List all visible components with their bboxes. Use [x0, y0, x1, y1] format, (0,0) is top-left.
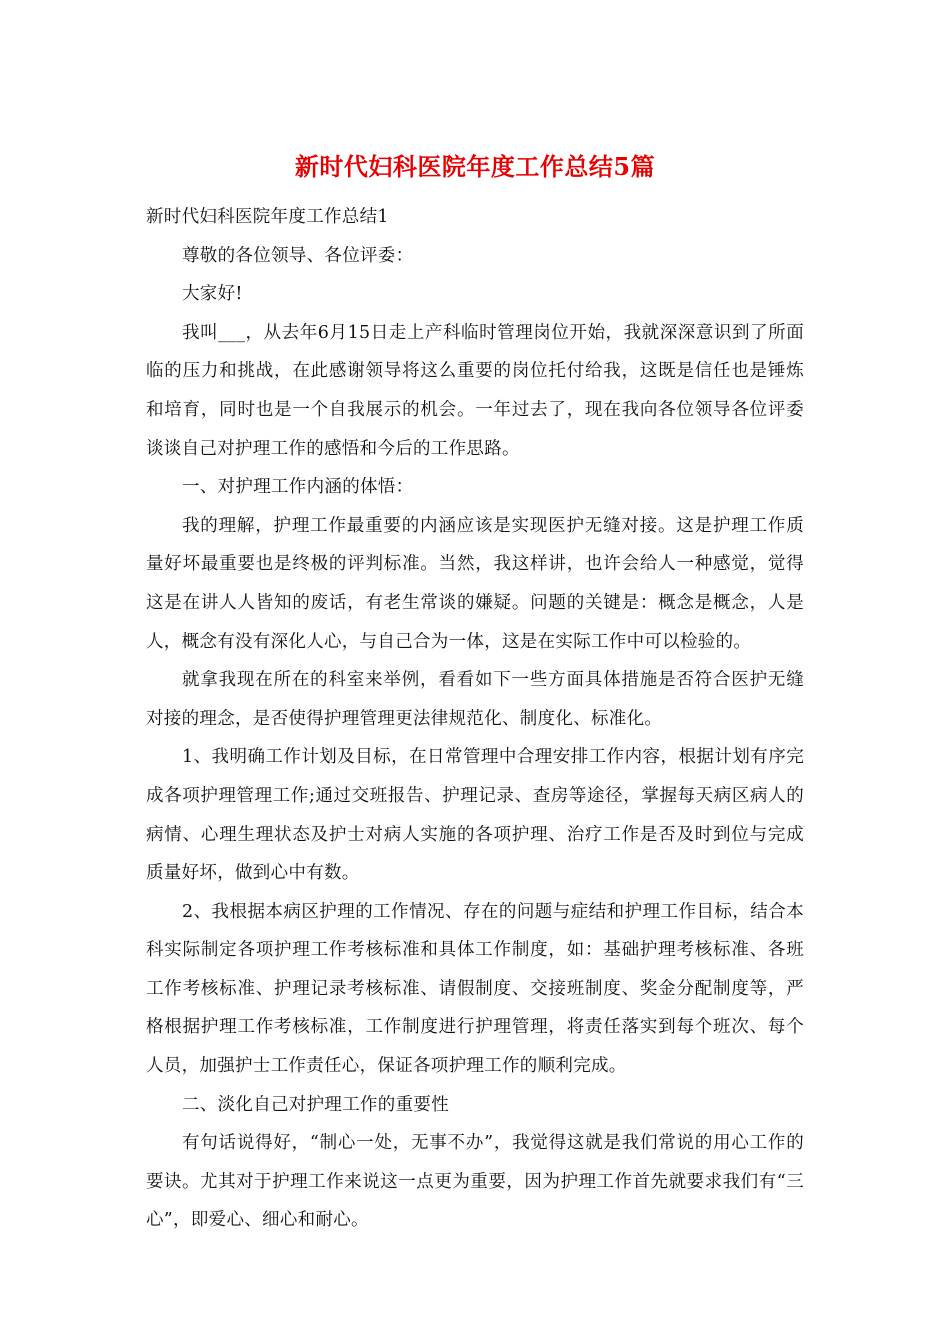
- salutation: 尊敬的各位领导、各位评委：: [182, 245, 414, 266]
- subheading: 一、对护理工作内涵的体悟：: [182, 477, 414, 498]
- greeting: 大家好!: [182, 284, 243, 305]
- list-item: 1、我明确工作计划及目标，在日常管理中合理安排工作内容，根据计划有序完成各项护理管理工作;通过交班报告、护理记录、查房等途径，掌握每天病区病人的病情、心理生理状态及护士对病人实施的各项护理、治疗工作是否及时到位与完成质量好坏，做到心中有数。: [146, 747, 804, 884]
- document-body: [146, 198, 804, 1240]
- list-item: 2、我根据本病区护理的工作情况、存在的问题与症结和护理工作目标，结合本科实际制定各项护理工作考核标准和具体工作制度，如：基础护理考核标准、各班工作考核标准、护理记录考核标准、请假制度、交接班制度、奖金分配制度等，严格根据护理工作考核标准，工作制度进行护理管理，将责任落实到每个班次、每个人员，加强护士工作责任心，保证各项护理工作的顺利完成。: [146, 901, 804, 1077]
- section-heading: 新时代妇科医院年度工作总结1: [146, 207, 389, 227]
- paragraph: 我的理解，护理工作最重要的内涵应该是实现医护无缝对接。这是护理工作质量好坏最重要也是终极的评判标准。当然，我这样讲，也许会给人一种感觉，觉得这是在讲人人皆知的废话，有老生常谈的嫌疑。问题的关键是：概念是概念，人是人，概念有没有深化人心，与自己合为一体，这是在实际工作中可以检验的。: [146, 515, 804, 652]
- paragraph: 我叫___，从去年6月15日走上产科临时管理岗位开始，我就深深意识到了所面临的压力和挑战，在此感谢领导将这么重要的岗位托付给我，这既是信任也是锤炼和培育，同时也是一个自我展示的机会。一年过去了，现在我向各位领导各位评委谈谈自己对护理工作的感悟和今后的工作思路。: [146, 322, 804, 459]
- paragraph: 有句话说得好，“制心一处，无事不办”，我觉得这就是我们常说的用心工作的要诀。尤其对于护理工作来说这一点更为重要，因为护理工作首先就要求我们有“三心”，即爱心、细心和耐心。: [146, 1133, 804, 1231]
- document-title: 新时代妇科医院年度工作总结5篇: [294, 152, 656, 181]
- paragraph: 就拿我现在所在的科室来举例，看看如下一些方面具体措施是否符合医护无缝对接的理念，是否使得护理管理更法律规范化、制度化、标准化。: [146, 670, 804, 729]
- subheading: 二、淡化自己对护理工作的重要性: [182, 1094, 449, 1115]
